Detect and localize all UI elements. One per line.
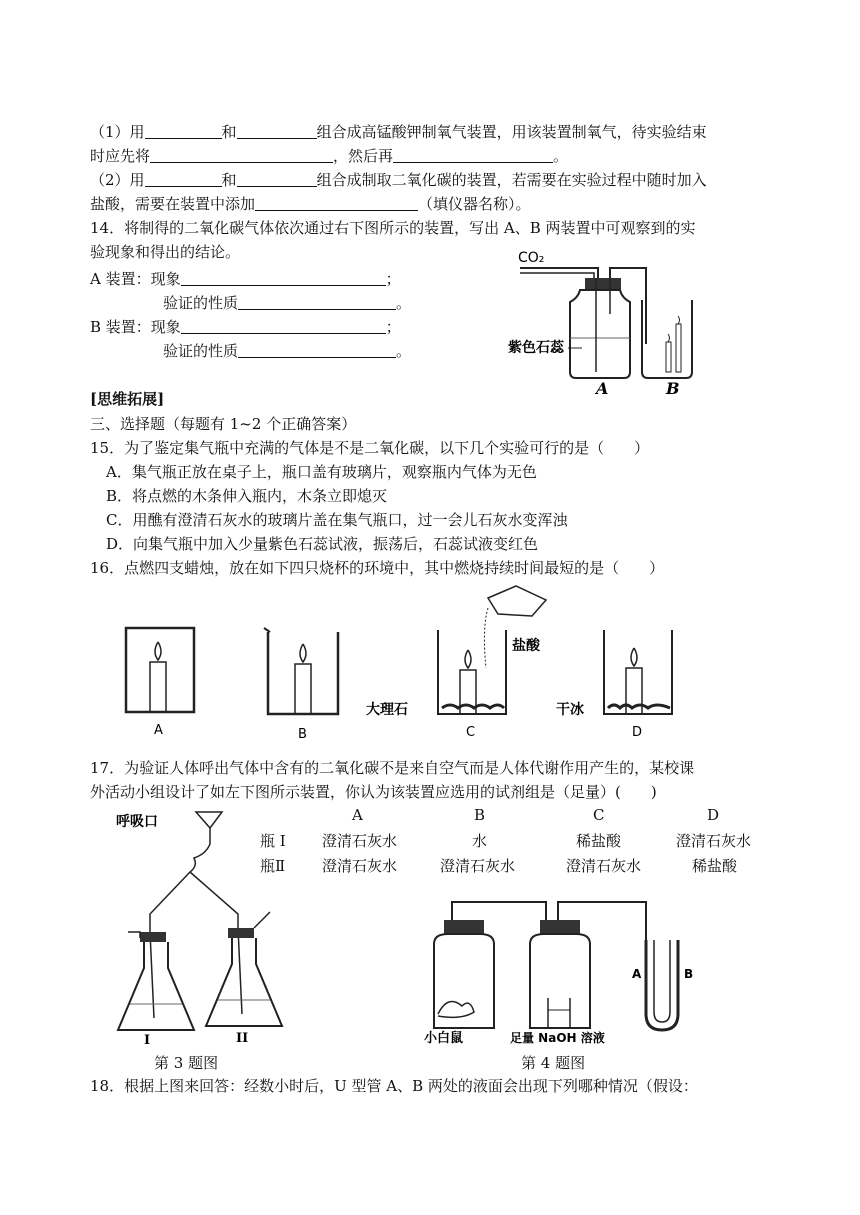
q16-label-a: A [154, 723, 163, 738]
fig4-caption: 第 4 题图 [521, 1054, 586, 1072]
q16-hcl-label: 盐酸 [512, 638, 540, 654]
q16-candles-figure [120, 588, 680, 748]
q14-blank-b1[interactable] [181, 317, 386, 334]
fig-label-b: B [666, 379, 680, 398]
fig3-caption: 第 3 题图 [154, 1054, 219, 1072]
q17-line1: 17．为验证人体呼出气体中含有的二氧化碳不是来自空气而是人体代谢作用产生的，某校课 [90, 759, 695, 777]
q14-b-property: 验证的性质 。 [163, 342, 412, 360]
q15-option-c[interactable]: C．用醮有澄清石灰水的玻璃片盖在集气瓶口，过一会儿石灰水变浑浊 [106, 511, 568, 529]
q14-blank-b2[interactable] [238, 341, 396, 358]
fig-label-a: A [596, 379, 609, 398]
q17-row2-d: 稀盐酸 [692, 857, 738, 875]
q16-marble-label: 大理石 [366, 702, 408, 718]
q14-line1: 14．将制得的二氧化碳气体依次通过右下图所示的装置，写出 A、B 两装置中可观察到的实 [90, 219, 696, 237]
q13-line4: 盐酸，需要在装置中添加 （填仪器名称）。 [90, 195, 531, 213]
q13-line3: （2）用 和 组合成制取二氧化碳的装置，若需要在实验过程中随时加入 [90, 171, 707, 189]
q13-blank-1[interactable] [145, 122, 222, 139]
fig3-label-ii: II [236, 1031, 249, 1046]
q16-label-c: C [466, 725, 476, 740]
q14-blank-a2[interactable] [238, 293, 396, 310]
q17-row1-b: 水 [472, 832, 488, 850]
q18-stem: 18．根据上图来回答：经数小时后，U 型管 A、B 两处的液面会出现下列哪种情况（假设： [90, 1077, 698, 1095]
q13-blank-2[interactable] [237, 122, 317, 139]
q16-dryice-label: 干冰 [556, 702, 584, 718]
q17-table-header-b[interactable]: B [474, 806, 486, 824]
fig3-mouth-label: 呼吸口 [116, 814, 158, 830]
q16-label-d: D [632, 725, 643, 740]
q15-option-a[interactable]: A．集气瓶正放在桌子上，瓶口盖有玻璃片，观察瓶内气体为无色 [106, 463, 537, 481]
fig4-naoh-label: 足量 NaOH 溶液 [510, 1031, 605, 1045]
q16-label-b: B [298, 727, 307, 742]
q17-table-header-c[interactable]: C [593, 806, 605, 824]
fig3-breathing-apparatus [110, 808, 310, 1048]
q17-row1-d: 澄清石灰水 [676, 832, 752, 850]
q14-apparatus-figure [500, 244, 720, 398]
q15-option-d[interactable]: D．向集气瓶中加入少量紫色石蕊试液，振荡后，石蕊试液变红色 [106, 535, 539, 553]
q17-row2-a: 澄清石灰水 [322, 857, 398, 875]
q13-line2: 时应先将 ，然后再 。 [90, 147, 569, 165]
fig4-label-a: A [632, 967, 642, 981]
q17-row1-c: 稀盐酸 [576, 832, 622, 850]
section-subtitle: 三、选择题（每题有 1~2 个正确答案） [90, 415, 357, 433]
q14-b-phenomenon: B 装置：现象 ； [90, 318, 401, 336]
q17-row2-c: 澄清石灰水 [566, 857, 642, 875]
q17-row1-a: 澄清石灰水 [322, 832, 398, 850]
q17-row2-b: 澄清石灰水 [440, 857, 516, 875]
q14-a-phenomenon: A 装置：现象 ； [90, 270, 401, 288]
q13-blank-5[interactable] [145, 170, 222, 187]
fig3-label-i: I [144, 1033, 151, 1048]
q13-blank-3[interactable] [150, 146, 333, 163]
q15-option-b[interactable]: B．将点燃的木条伸入瓶内，木条立即熄灭 [106, 487, 388, 505]
q14-line2: 验现象和得出的结论。 [90, 243, 241, 261]
fig4-label-b: B [684, 967, 694, 981]
litmus-label: 紫色石蕊 [508, 340, 564, 356]
fig4-mouse-label: 小白鼠 [424, 1031, 464, 1046]
q15-stem: 15．为了鉴定集气瓶中充满的气体是不是二氧化碳，以下几个实验可行的是（ ） [90, 439, 650, 457]
q13-blank-4[interactable] [393, 146, 553, 163]
q17-row1-label: 瓶 I [260, 832, 286, 850]
q13-blank-7[interactable] [255, 194, 418, 211]
q16-stem: 16．点燃四支蜡烛，放在如下四只烧杯的环境中，其中燃烧持续时间最短的是（ ） [90, 559, 665, 577]
q14-blank-a1[interactable] [181, 269, 386, 286]
section-title: [思维拓展] [90, 390, 165, 408]
fig4-mouse-apparatus [418, 894, 718, 1044]
co2-label: CO₂ [518, 250, 545, 266]
q13-line1: （1）用 和 组合成高锰酸钾制氧气装置，用该装置制氧气，待实验结束 [90, 123, 707, 141]
q17-row2-label: 瓶Ⅱ [260, 857, 286, 875]
q14-a-property: 验证的性质 。 [163, 294, 412, 312]
q17-table-header-d[interactable]: D [707, 806, 720, 824]
q17-table-header-a[interactable]: A [352, 806, 363, 824]
q13-blank-6[interactable] [237, 170, 317, 187]
q17-line2: 外活动小组设计了如左下图所示装置，你认为该装置应选用的试剂组是（足量）( ) [90, 783, 657, 801]
